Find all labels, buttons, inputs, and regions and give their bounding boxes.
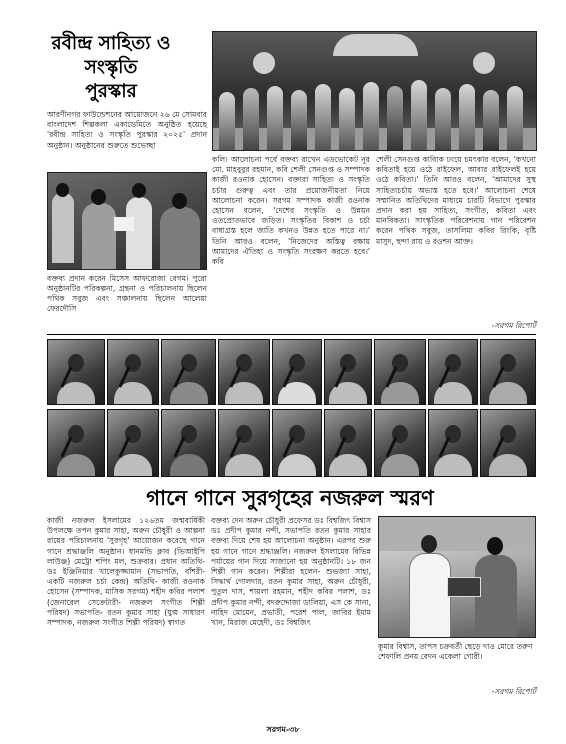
singer-photo <box>428 409 478 477</box>
article2-body-col2: বক্তব্য দেন অরুন চৌধুরী প্রফেসর ডঃ বিশ্বজিৎ বিশ্বাস ডঃ প্রদীপ কুমার নন্দী, সভাপতি রতন কুমার সাহার বক্তব্য দিয়ে শেষ হয় আলোচনা অনুষ্ঠান। এরপর শুরু হয় গানে গানে শ্রদ্ধাঞ্জলি। নজরুল ইসলামের বিভিন্ন পর্যায়ের গান দিয়ে সাজানো হয় অনুষ্ঠানটি। ১৮ জন শিল্পী গান করেন। শিল্পীরা হলেন- শুভজ্যা সাহা, সিদ্ধার্থ গোলদার, রতন কুমার সাহা, অরুন চৌধুরী, পুতুল দাস, শায়লা রহমান, শহীদ কবির পলাশ, ডঃ প্রদীপ কুমার নন্দী, বদরুদ্দোজা ডালিয়া, এস কে সানা, নাহিদ মোমেন, প্রভাতী, পরেশ পাল, জাবির ইমাম খান, মিরাজ মেহেদী, ডঃ বিশ্বজিৎ <box>211 516 371 628</box>
singer-photo <box>428 339 478 405</box>
article2-photo-caption: কুমার বিশ্বাস, তাপস চক্রবর্তী ছেড়ে দাও মোরে তরুণ শেফালি প্রনয় বেদন একেলা গোরী। <box>378 642 533 661</box>
singer-photo <box>218 409 270 477</box>
singer-photo <box>47 339 105 405</box>
article1-body-col2: কলি। আলোচনা পর্বে বক্তব্য রাখেন এডভোকেট নূর মো. মাহবুবুর রহমান, কবি শেলী সেনগুপ্ত ও সম্পাদক কাজী রওনাক হোসেন। বক্তারা সাহিত্য ও সংস্কৃতি চর্চার গুরুত্ব এবং তার প্রয়োজনীয়তা নিয়ে আলোচনা করেন। সরগম সম্পাদক কাজী রওনাক হোসেন বলেন, 'দেশের সংস্কৃতি ও উন্নয়ন ওতপ্রোতভাবে জড়িত। সংস্কৃতির বিকাশ ও চর্চা বাধাগ্রস্ত হলে জাতি কখনও উন্নত হতে পারে না।' তিনি আরও বলেন, 'নিজেদের অস্তিত্ব রক্ষায় আমাদের ঐতিহ্য ও সংস্কৃতি সংরক্ষণ করতে হবে।' কবি <box>212 155 370 267</box>
article1-photo-caption: বক্তব্য প্রদান করেন মিসেস আফরোজা বেগম। পুরো অনুষ্ঠানটির পরিকল্পনা, গ্রন্থনা ও পরিচালনায় ছিলেন পথিক সবুজ এবং সঞ্চালনায় ছিলেন আলেয়া ফেরদৌসি <box>47 274 207 313</box>
article1-headline-line3: পুরস্কার <box>85 81 137 102</box>
singer-photo <box>161 339 216 405</box>
article1-headline <box>20 32 202 104</box>
article1-credit: -সরগম রিপোর্ট <box>491 321 536 330</box>
singer-photo <box>272 339 322 405</box>
singer-photo <box>107 339 159 405</box>
singer-photo <box>272 409 322 477</box>
article1-headline-line1: রবীন্দ্র সাহিত্য ও <box>51 33 171 54</box>
award-handover-photo <box>47 172 207 270</box>
singer-photo <box>374 339 426 405</box>
award-ceremony-photo <box>212 31 537 151</box>
singer-photo <box>161 409 216 477</box>
article2-body-col1: কাজী নজরুল ইসলামের ১২৬তম জন্মবার্ষিকী উপলক্ষে তপন কুমার সাহা, অরুন চৌধুরী ও আল্পনা রায়ের পরিচালনায় 'সুরগৃহ' আয়োজন করেছে গানে গানে শ্রদ্ধাঞ্জলি অনুষ্ঠান। ধানমন্ডি ক্লাব (ভিআইপি লাউঞ্জ) মেট্রো শপিং মল, শুক্রবার। প্রধান অতিথি- ডঃ ইঞ্জিনিয়ার খালেকুজ্জামান (সভাপতি, বাঁশরী-একটি নজরুল চর্চা কেন্দ্র) অতিথি- কাজী রওনাক হোসেন (সম্পাদক, মাসিক সরগম) শহীদ কবির পলাশ (জেনারেল সেক্রেটারী- নজরুল সংগীত শিল্পী পরিষদ) সভাপতি- রতন কুমার সাহা (যুগ্ম সাধারণ সম্পাদক, নজরুল সংগীত শিল্পী পরিষদ) স্বাগত <box>47 516 205 628</box>
singer-photo <box>480 409 536 477</box>
article1-headline-line2: সংস্কৃতি <box>84 57 138 78</box>
article2-credit: -সরগম রিপোর্ট <box>491 687 536 696</box>
article1-intro: আরণীনগর ফাউন্ডেশনের আয়োজনে ২৬ মে সোমবার বাংলাদেশ শিল্পকলা একাডেমিতে অনুষ্ঠিত হয়েছে 'রবীন্দ্র সাহিত্য ও সংস্কৃতি পুরস্কার ২০২৫' প্রদান অনুষ্ঠান। অনুষ্ঠানের শুরুতে শুভেচ্ছা <box>47 110 207 150</box>
singer-photo <box>480 339 536 405</box>
singer-photo <box>374 409 426 477</box>
singer-photo <box>324 339 372 405</box>
section-divider-top <box>47 334 536 335</box>
singer-photo <box>218 339 270 405</box>
singer-photo <box>107 409 159 477</box>
page-number: সরগম-৩৮ <box>266 725 300 734</box>
singer-photo <box>324 409 372 477</box>
article2-headline: গানে গানে সুরগৃহের নজরুল স্মরণ <box>146 485 434 510</box>
singer-photo <box>47 409 105 477</box>
article1-body-col3: শেলী সেনগুপ্ত কাব্যিক ঢংয়ে চমৎকার বলেন, 'কখনো কবিতাই হয়ে ওঠে রাইফেল, আবার রাইফেলই হয়ে ওঠে কবিতা।' তিনি আরও বলেন, 'আমাদের সুস্থ সাহিত্যচর্চায় অভ্যস্ত হতে হবে।' আলোচনা শেষে সম্মানিত অতিথিদের মাধ্যমে চারটি বিভাগে পুরস্কার প্রদান করা হয় সাহিত্য, সংগীত, কবিতা এবং মানবিকতা। সাংস্কৃতিক পরিবেশনায় গান পরিবেশন করেন পথিক সবুজ, তাসলিমা কবির রিংকি, বৃষ্টি মাসুদ, ছন্দা রায় ও রওশন আক্ত। <box>376 155 536 246</box>
nazrul-event-photo <box>378 516 536 638</box>
